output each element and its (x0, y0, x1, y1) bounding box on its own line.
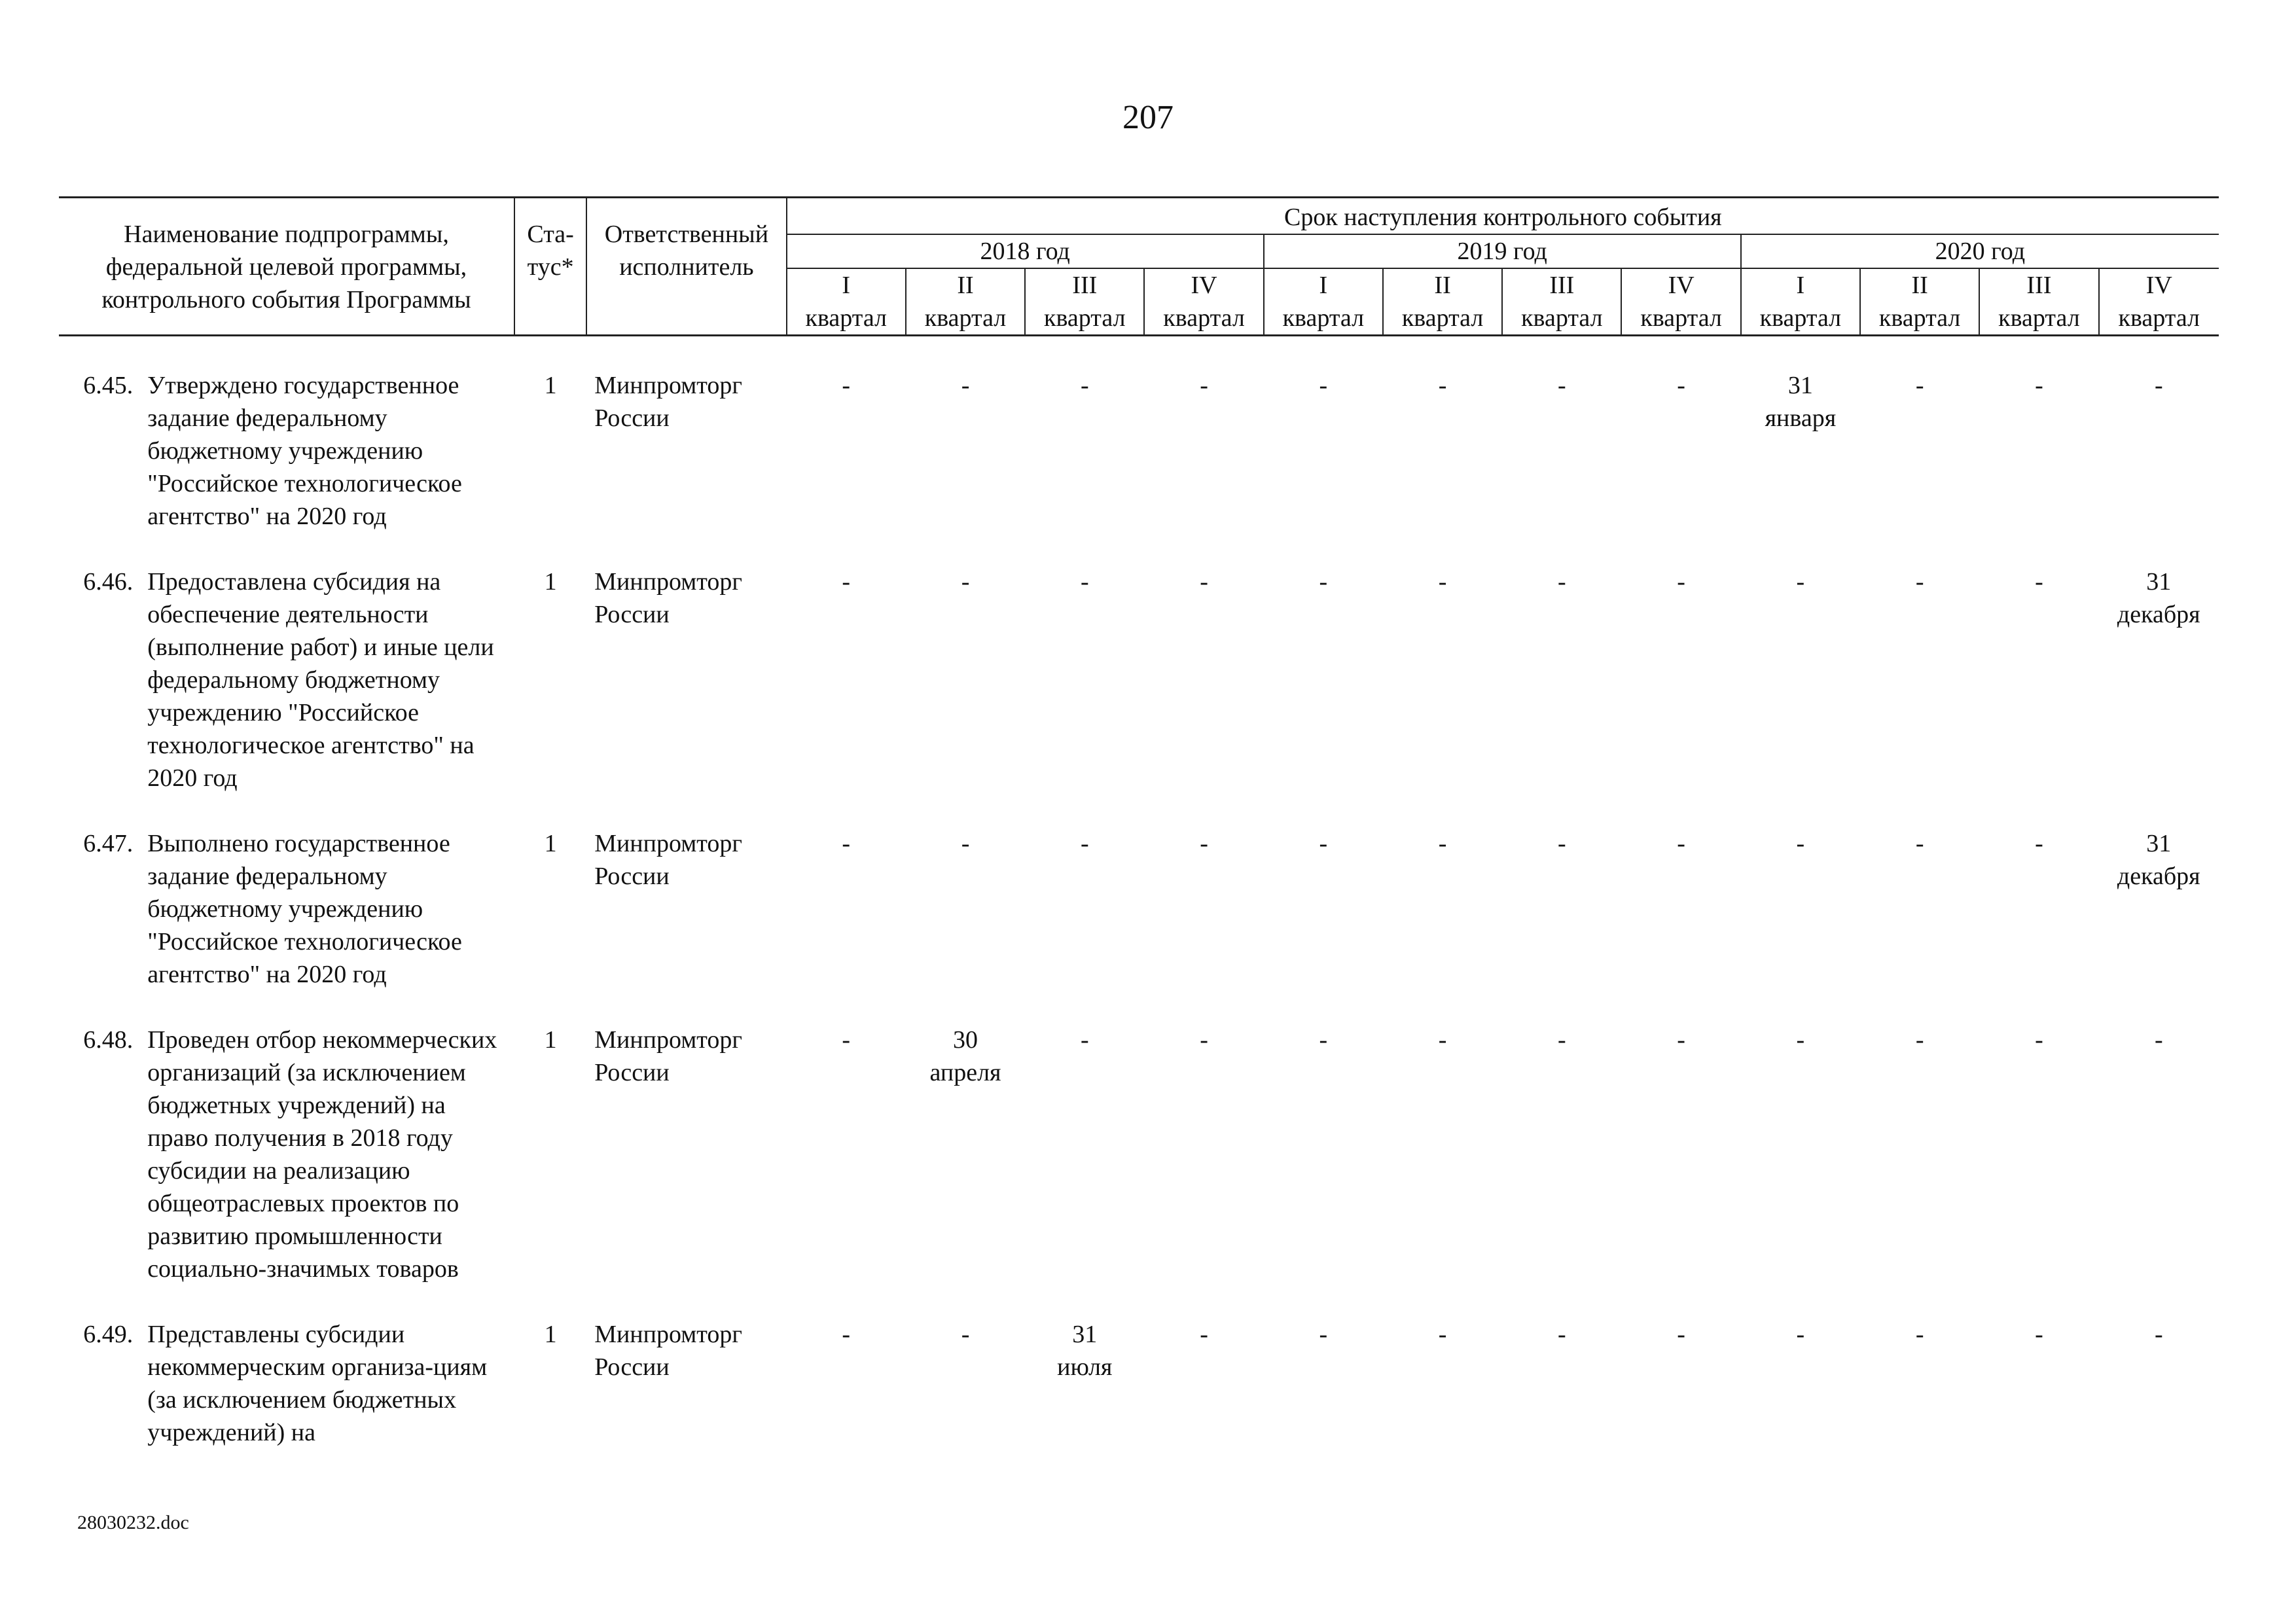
quarter-cell: - (1677, 830, 1685, 857)
executor-column-header (586, 198, 786, 336)
table-row (59, 1318, 2219, 1482)
date-day: 31 (1072, 1321, 1098, 1348)
quarter-header (787, 268, 906, 336)
row-number: 6.47. (83, 830, 134, 857)
quarter-cell: - (961, 568, 970, 596)
quarter-word: квартал (1878, 304, 1961, 332)
table-row (59, 1024, 2219, 1318)
quarter-header (2099, 268, 2219, 336)
quarter-cell: - (1558, 1026, 1566, 1054)
quarter-cell: - (842, 1026, 851, 1054)
quarter-cell: - (1319, 568, 1328, 596)
document-filename: 28030232.doc (77, 1512, 189, 1533)
quarter-cell: - (1319, 1321, 1328, 1348)
date-day: 30 (953, 1026, 978, 1054)
quarter-word: квартал (924, 304, 1007, 332)
quarter-cell: - (1915, 1026, 1924, 1054)
quarter-cell (1025, 1318, 1144, 1482)
quarter-cell: - (1080, 568, 1089, 596)
responsible-executor: Минпромторг России (594, 568, 742, 628)
quarter-cell: - (1438, 830, 1447, 857)
quarter-cell: - (1915, 372, 1924, 399)
control-events-table (59, 196, 2219, 1482)
date-month: июля (1057, 1353, 1113, 1381)
quarter-word: квартал (1044, 304, 1126, 332)
quarter-cell: - (2035, 830, 2043, 857)
quarter-cell: - (961, 1321, 970, 1348)
responsible-executor: Минпромторг России (594, 372, 742, 432)
event-name: Представлены субсидии некоммерческим организа-циям (за исключением бюджетных учреждений) на (147, 1321, 488, 1446)
quarter-word: квартал (1521, 304, 1603, 332)
quarter-cell: - (1080, 830, 1089, 857)
row-status: 1 (544, 1026, 557, 1054)
row-number: 6.46. (83, 568, 134, 596)
quarter-cell: - (842, 372, 851, 399)
quarter-word: квартал (805, 304, 888, 332)
date-day: 31 (1787, 372, 1813, 399)
quarter-header (1979, 268, 2098, 336)
quarter-number: III (1072, 272, 1098, 299)
date-month: января (1765, 404, 1837, 432)
quarter-header (1383, 268, 1502, 336)
responsible-executor: Минпромторг России (594, 1321, 742, 1381)
table-row (59, 369, 2219, 565)
quarter-cell: - (1796, 1026, 1805, 1054)
table-row (59, 827, 2219, 1024)
quarter-cell (1741, 369, 1860, 565)
quarter-cell: - (1915, 830, 1924, 857)
quarter-cell: - (1796, 568, 1805, 596)
status-label-top: Ста- (527, 221, 574, 248)
quarter-header (1264, 268, 1383, 336)
quarter-cell: - (2154, 372, 2163, 399)
quarter-cell: - (1796, 1321, 1805, 1348)
quarter-number: IV (1668, 272, 1695, 299)
quarter-number: III (2026, 272, 2052, 299)
quarter-cell (906, 1024, 1025, 1318)
quarter-word: квартал (1640, 304, 1722, 332)
quarter-cell: - (1558, 568, 1566, 596)
quarter-cell: - (2035, 568, 2043, 596)
table-row (59, 565, 2219, 827)
quarter-cell: - (1677, 1321, 1685, 1348)
quarter-number: II (957, 272, 974, 299)
executor-column-label: Ответственный исполнитель (604, 221, 769, 281)
event-name: Утверждено государственное задание федеральному бюджетному учреждению "Российское технологическое агентство" на 2020 год (147, 372, 462, 530)
quarter-cell: - (1677, 568, 1685, 596)
quarter-cell: - (1677, 1026, 1685, 1054)
quarter-cell: - (2035, 1026, 2043, 1054)
quarter-word: квартал (1163, 304, 1245, 332)
quarter-cell: - (1558, 372, 1566, 399)
quarter-header (1621, 268, 1740, 336)
table-header (59, 198, 2219, 336)
date-month: декабря (2117, 863, 2200, 890)
quarter-header (1502, 268, 1621, 336)
date-month: апреля (929, 1059, 1001, 1086)
quarter-number: IV (1191, 272, 1217, 299)
quarter-cell: - (961, 830, 970, 857)
quarter-number: II (1434, 272, 1451, 299)
quarter-cell: - (1080, 1026, 1089, 1054)
quarter-word: квартал (1282, 304, 1365, 332)
event-name: Выполнено государственное задание федеральному бюджетному учреждению "Российское технологическое агентство" на 2020 год (147, 830, 462, 988)
row-status: 1 (544, 1321, 557, 1348)
year-label: 2019 год (1457, 238, 1547, 265)
quarter-cell: - (1319, 1026, 1328, 1054)
quarter-cell: - (961, 372, 970, 399)
quarter-cell: - (842, 568, 851, 596)
table-body (59, 336, 2219, 1482)
year-label: 2020 год (1935, 238, 2026, 265)
quarter-cell: - (1200, 568, 1208, 596)
deadline-group-label: Срок наступления контрольного события (1283, 204, 1722, 231)
quarter-cell: - (1200, 1026, 1208, 1054)
quarter-cell: - (2154, 1026, 2163, 1054)
responsible-executor: Минпромторг России (594, 1026, 742, 1086)
quarter-cell: - (2035, 1321, 2043, 1348)
row-number: 6.45. (83, 372, 134, 399)
year-header-2020 (1741, 234, 2219, 268)
date-month: декабря (2117, 601, 2200, 628)
quarter-cell: - (1200, 372, 1208, 399)
quarter-header (1741, 268, 1860, 336)
status-label-bottom: тус* (527, 253, 574, 281)
event-name: Предоставлена субсидия на обеспечение деятельности (выполнение работ) и иные цели федеральному бюджетному учреждению "Российское технологическое агентство" на 2020 год (147, 568, 494, 792)
date-day: 31 (2146, 830, 2172, 857)
quarter-header (1025, 268, 1144, 336)
quarter-number: I (1319, 272, 1328, 299)
quarter-cell (2099, 827, 2219, 1024)
quarter-number: I (842, 272, 851, 299)
quarter-cell: - (2154, 1321, 2163, 1348)
quarter-cell: - (2035, 372, 2043, 399)
deadline-group-header (787, 198, 2219, 235)
quarter-word: квартал (1998, 304, 2080, 332)
year-header-2019 (1264, 234, 1741, 268)
quarter-number: IV (2145, 272, 2172, 299)
responsible-executor: Минпромторг России (594, 830, 742, 890)
quarter-header (1144, 268, 1263, 336)
quarter-cell: - (1319, 830, 1328, 857)
event-name: Проведен отбор некоммерческих организаций (за исключением бюджетных учреждений) на право получения в 2018 году субсидии на реализацию общеотраслевых проектов по развитию промышленности социально-значимых товаров (147, 1026, 497, 1283)
quarter-cell: - (1796, 830, 1805, 857)
quarter-cell: - (1438, 568, 1447, 596)
quarter-number: I (1796, 272, 1805, 299)
row-number: 6.49. (83, 1321, 134, 1348)
quarter-cell (2099, 565, 2219, 827)
year-header-2018 (787, 234, 1264, 268)
quarter-cell: - (1677, 372, 1685, 399)
quarter-cell: - (1438, 372, 1447, 399)
quarter-cell: - (1915, 568, 1924, 596)
quarter-cell: - (842, 1321, 851, 1348)
quarter-cell: - (1200, 830, 1208, 857)
quarter-cell: - (1558, 1321, 1566, 1348)
year-label: 2018 год (980, 238, 1070, 265)
quarter-word: квартал (2118, 304, 2200, 332)
row-status: 1 (544, 568, 557, 596)
row-number: 6.48. (83, 1026, 134, 1054)
name-column-header (59, 198, 514, 336)
status-column-header (514, 198, 586, 336)
page-number: 207 (1122, 99, 1174, 136)
quarter-number: II (1911, 272, 1928, 299)
name-column-label: Наименование подпрограммы, федеральной целевой программы, контрольного события Программы (101, 221, 471, 313)
quarter-cell: - (1200, 1321, 1208, 1348)
quarter-cell: - (1438, 1321, 1447, 1348)
quarter-word: квартал (1759, 304, 1842, 332)
quarter-cell: - (842, 830, 851, 857)
date-day: 31 (2146, 568, 2172, 596)
quarter-cell: - (1319, 372, 1328, 399)
quarter-cell: - (1915, 1321, 1924, 1348)
quarter-cell: - (1438, 1026, 1447, 1054)
quarter-cell: - (1558, 830, 1566, 857)
quarter-number: III (1549, 272, 1575, 299)
quarter-cell: - (1080, 372, 1089, 399)
row-status: 1 (544, 830, 557, 857)
quarter-header (906, 268, 1025, 336)
row-status: 1 (544, 372, 557, 399)
quarter-word: квартал (1401, 304, 1484, 332)
quarter-header (1860, 268, 1979, 336)
